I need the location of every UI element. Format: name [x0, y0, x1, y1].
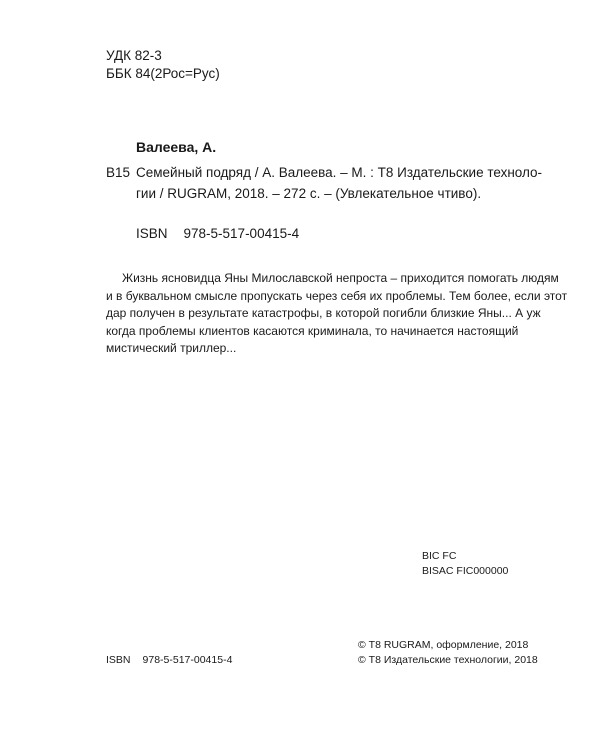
author-heading: Валеева, А. — [136, 139, 217, 155]
copyright-publisher: © Т8 Издательские технологии, 2018 — [358, 654, 538, 666]
annotation-line: когда проблемы клиентов касаются криминала, то начинается настоящий — [106, 323, 519, 338]
footer-isbn-number: 978-5-517-00415-4 — [142, 654, 233, 666]
author-mark: В15 — [106, 165, 131, 180]
bisac-code: BISAC FIC000000 — [422, 565, 509, 577]
annotation-line: и в буквальном смысле пропускать через себя их проблемы. Тем более, если этот — [106, 288, 568, 303]
bibliographic-description-line-2: гии / RUGRAM, 2018. – 272 с. – (Увлекательное чтиво). — [136, 186, 482, 201]
annotation — [106, 270, 568, 358]
footer-isbn-label: ISBN — [106, 654, 131, 666]
copyright-design: © Т8 RUGRAM, оформление, 2018 — [358, 639, 529, 651]
footer-isbn — [106, 653, 232, 667]
isbn-label: ISBN — [136, 226, 168, 241]
bic-code: BIC FC — [422, 550, 457, 562]
udk-code: УДК 82-3 — [106, 48, 162, 63]
bbk-code: ББК 84(2Рос=Рус) — [106, 66, 220, 81]
isbn-number: 978-5-517-00415-4 — [183, 226, 300, 241]
annotation-line: Жизнь ясновидца Яны Милославской непроста – приходится помогать людям — [122, 271, 559, 285]
annotation-line: мистический триллер... — [106, 341, 237, 356]
isbn-entry — [136, 225, 299, 243]
bibliographic-description-line-1: Семейный подряд / А. Валеева. – М. : Т8 Издательские техноло- — [136, 165, 543, 180]
annotation-line: дар получен в результате катастрофы, в которой погибли близкие Яны... А уж — [106, 306, 541, 321]
